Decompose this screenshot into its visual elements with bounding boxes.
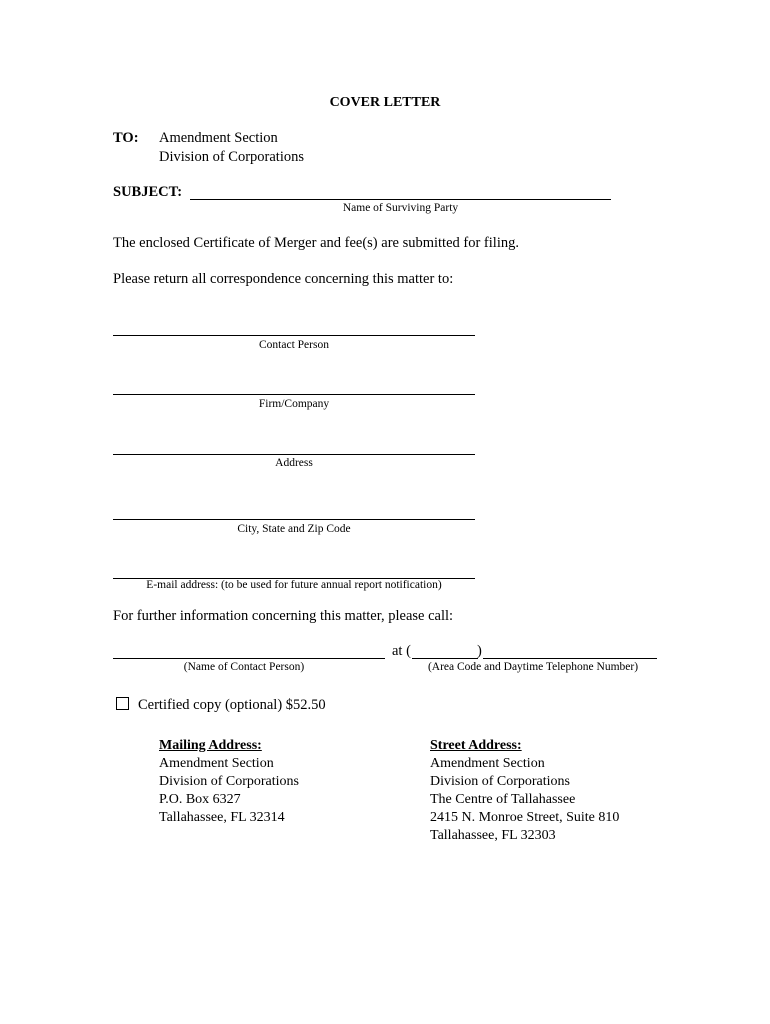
telephone-caption: (Area Code and Daytime Telephone Number): [427, 661, 639, 673]
mailing-address-block: [159, 737, 299, 827]
street-address-line: Tallahassee, FL 32303: [430, 828, 556, 843]
street-address-line: Division of Corporations: [430, 774, 570, 789]
phone-at-text: at (: [392, 643, 411, 659]
certified-copy-label: Certified copy (optional) $52.50: [138, 697, 326, 713]
page-title: COVER LETTER: [329, 95, 441, 110]
contact-person-caption: Contact Person: [259, 339, 329, 351]
to-line-1: Amendment Section: [159, 130, 278, 146]
city-state-zip-input-line[interactable]: [113, 519, 475, 520]
telephone-input-line[interactable]: [483, 658, 657, 659]
subject-input-line[interactable]: [190, 199, 611, 200]
city-state-zip-caption: City, State and Zip Code: [237, 523, 351, 535]
contact-name-caption: (Name of Contact Person): [183, 661, 305, 673]
to-line-2: Division of Corporations: [159, 149, 304, 165]
subject-caption: Name of Surviving Party: [342, 202, 459, 214]
firm-company-input-line[interactable]: [113, 394, 475, 395]
contact-person-input-line[interactable]: [113, 335, 475, 336]
certified-copy-checkbox[interactable]: [116, 697, 129, 710]
mailing-address-line: Tallahassee, FL 32314: [159, 810, 285, 825]
mailing-address-line: Division of Corporations: [159, 774, 299, 789]
filing-statement: The enclosed Certificate of Merger and fee(s) are submitted for filing.: [113, 235, 519, 251]
email-caption: E-mail address: (to be used for future annual report notification): [146, 579, 442, 591]
street-address-block: [430, 737, 619, 845]
contact-name-input-line[interactable]: [113, 658, 385, 659]
subject-label: SUBJECT:: [113, 184, 183, 200]
mailing-address-line: Amendment Section: [159, 756, 274, 771]
phone-close-paren: ): [477, 643, 482, 659]
mailing-address-line: P.O. Box 6327: [159, 792, 241, 807]
mailing-address-header: Mailing Address:: [159, 738, 262, 753]
to-label: TO:: [113, 130, 139, 146]
street-address-header: Street Address:: [430, 738, 522, 753]
address-input-line[interactable]: [113, 454, 475, 455]
return-prompt: Please return all correspondence concerning this matter to:: [113, 271, 454, 287]
street-address-line: 2415 N. Monroe Street, Suite 810: [430, 810, 620, 825]
street-address-line: Amendment Section: [430, 756, 545, 771]
firm-company-caption: Firm/Company: [258, 398, 330, 410]
area-code-input-line[interactable]: [412, 658, 478, 659]
address-caption: Address: [275, 457, 313, 469]
further-info-prompt: For further information concerning this matter, please call:: [113, 608, 454, 624]
street-address-line: The Centre of Tallahassee: [430, 792, 576, 807]
